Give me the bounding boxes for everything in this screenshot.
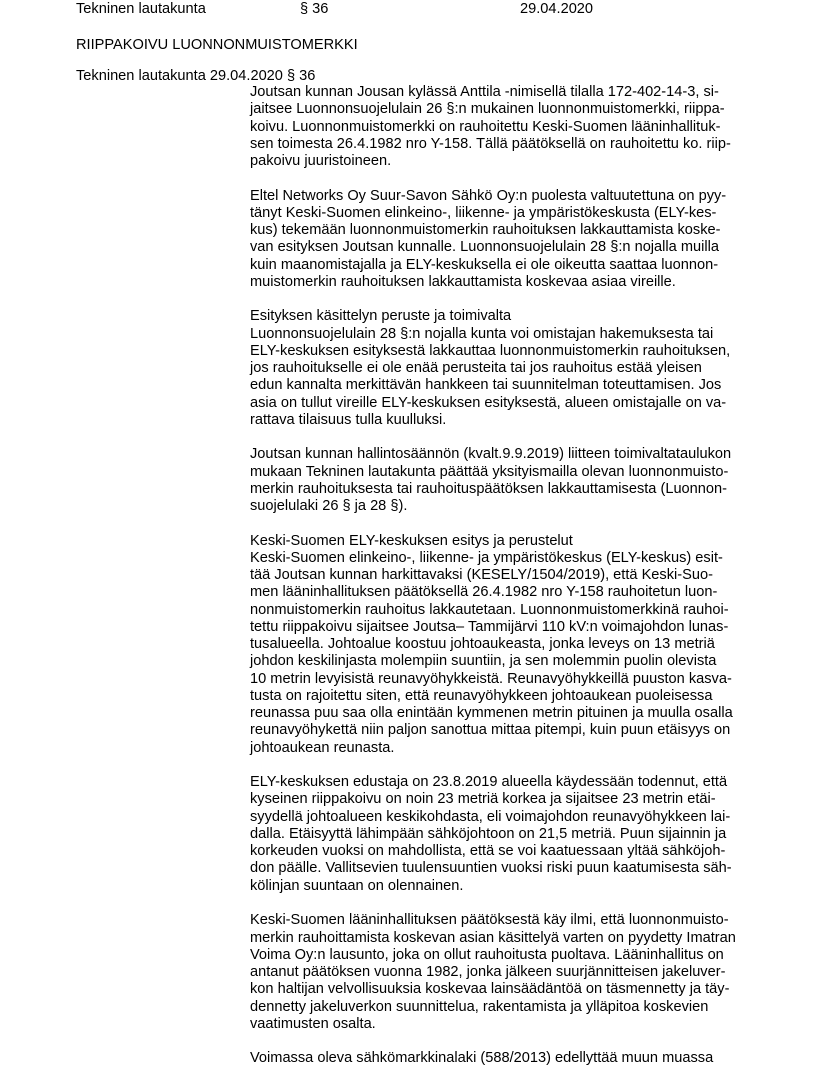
text-line: Luonnonsuojelulain 28 §:n nojalla kunta voi omistajan hakemuksesta tai [250, 325, 714, 342]
text-line: merkin rauhoittamista koskevan asian käsittelyä varten on pyydetty Imatran [250, 929, 736, 946]
text-line: edun kannalta merkittävän hankkeen tai suunnitelman toteuttamisen. Jos [250, 377, 722, 394]
text-line: vaatimusten osalta. [250, 1015, 376, 1032]
text-line: dalla. Etäisyyttä lähimpään sähköjohtoon on 21,5 metriä. Puun sijainnin ja [250, 825, 727, 842]
committee-name: Tekninen lautakunta [76, 1, 206, 17]
paragraph [250, 1050, 750, 1067]
paragraph [250, 446, 750, 515]
text-line: kon haltijan velvollisuuksia koskevaa lainsäädäntöä on täsmennetty ja täy- [250, 981, 730, 998]
text-line: pakoivu juuristoineen. [250, 153, 392, 169]
text-line: ELY-keskuksen esityksestä lakkauttaa luonnonmuistomerkin rauhoituksen, [250, 342, 731, 359]
text-line: asia on tullut vireille ELY-keskuksen esityksestä, alueen omistajalle on va- [250, 394, 727, 411]
text-line: reunassa puu saa olla enintään kymmenen metrin pituinen ja muulla osalla [250, 705, 733, 722]
text-line: ELY-keskuksen edustaja on 23.8.2019 alueella käydessään todennut, että [250, 774, 728, 791]
text-line: tää Joutsan kunnan harkittavaksi (KESELY/1504/2019), että Keski-Suo- [250, 567, 713, 584]
meeting-line: Tekninen lautakunta 29.04.2020 § 36 [76, 68, 316, 84]
document-body [250, 84, 750, 1085]
document-title: RIIPPAKOIVU LUONNONMUISTOMERKKI [76, 37, 358, 53]
text-line: kyseinen riippakoivu on noin 23 metriä korkea ja sijaitsee 23 metrin etäi- [250, 791, 716, 808]
text-line: muistomerkin rauhoituksen lakkauttamista koskevaa asiaa vireille. [250, 273, 676, 290]
paragraph [250, 533, 750, 757]
text-line: Keski-Suomen ELY-keskuksen esitys ja perustelut [250, 532, 573, 549]
text-line: reunavyöhykettä niin paljon sanottua mittaa pitempi, kuin puun etäisyys on [250, 722, 731, 739]
text-line: men lääninhallituksen päätöksellä 26.4.1982 nro Y-158 rauhoitetun luon- [250, 584, 718, 601]
text-line: van esityksen Joutsan kunnalle. Luonnonsuojelulain 28 §:n nojalla muilla [250, 239, 719, 256]
text-line: don päälle. Vallitsevien tuulensuuntien vuoksi riski puun kaatumisesta säh- [250, 860, 732, 877]
text-line: merkin rauhoituksesta tai rauhoituspäätöksen lakkauttamisesta (Luonnon- [250, 480, 727, 497]
text-line: tänyt Keski-Suomen elinkeino-, liikenne- ja ympäristökeskusta (ELY-kes- [250, 204, 717, 221]
text-line: Voima Oy:n lausunto, joka on ollut rauhoitusta puoltava. Lääninhallitus on [250, 946, 724, 963]
meeting-date: 29.04.2020 [520, 1, 594, 17]
text-line: koivu. Luonnonmuistomerkki on rauhoitettu Keski-Suomen lääninhallituk- [250, 118, 721, 135]
text-line: Eltel Networks Oy Suur-Savon Sähkö Oy:n puolesta valtuutettuna on pyy- [250, 187, 727, 204]
text-line: Keski-Suomen lääninhallituksen päätöksestä käy ilmi, että luonnonmuisto- [250, 912, 729, 929]
text-line: antanut päätöksen vuonna 1982, jonka jälkeen suurjännitteisen jakeluver- [250, 964, 726, 981]
paragraph [250, 308, 750, 429]
text-line: 10 metrin levyisistä reunavyöhykkeistä. Reunavyöhykkeillä puuston kasva- [250, 670, 732, 687]
text-line: johdon keskilinjasta molempiin suuntiin, ja sen molemmin puolin olevista [250, 653, 717, 670]
text-line: dennetty jakeluverkon suunnittelua, rakentamista ja ylläpitoa koskevien [250, 998, 709, 1015]
paragraph [250, 912, 750, 1033]
text-line: sen toimesta 26.4.1982 nro Y-158. Tällä päätöksellä on rauhoitettu ko. riip- [250, 135, 731, 152]
text-line: tettu riippakoivu sijaitsee Joutsa– Tammijärvi 110 kV:n voimajohdon lunas- [250, 618, 729, 635]
page-header [76, 0, 776, 20]
text-line: tusta on rajoitettu siten, että reunavyöhykkeen johtoaukean puoleisessa [250, 687, 713, 704]
paragraph [250, 774, 750, 895]
text-line: kölinjan suuntaan on olennainen. [250, 877, 464, 894]
text-line: johtoaukean reunasta. [250, 739, 395, 756]
paragraph [250, 188, 750, 292]
text-line: nonmuistomerkin rauhoitus lakkautetaan. Luonnonmuistomerkkinä rauhoi- [250, 601, 729, 618]
text-line: jos rauhoitukselle ei ole enää perusteita tai jos rauhoitus estää yleisen [250, 360, 702, 377]
section-number: § 36 [300, 1, 329, 17]
text-line: syydellä johtoalueen keskikohdasta, eli voimajohdon reunavyöhykkeen lai- [250, 808, 731, 825]
text-line: rattava tilaisuus tulla kuulluksi. [250, 411, 447, 428]
text-line: jaitsee Luonnonsuojelulain 26 §:n mukainen luonnonmuistomerkki, riippa- [250, 101, 725, 118]
text-line: Joutsan kunnan hallintosäännön (kvalt.9.9.2019) liitteen toimivaltataulukon [250, 446, 732, 463]
text-line: Esityksen käsittelyn peruste ja toimivalta [250, 308, 512, 325]
text-line: Keski-Suomen elinkeino-, liikenne- ja ympäristökeskus (ELY-keskus) esit- [250, 549, 723, 566]
text-line: mukaan Tekninen lautakunta päättää yksityismailla olevan luonnonmuisto- [250, 463, 729, 480]
text-line: korkeuden vuoksi on mahdollista, että se voi kaatuessaan yltää sähköjoh- [250, 843, 726, 860]
text-line: suojelulaki 26 § ja 28 §). [250, 498, 408, 515]
text-line: Voimassa oleva sähkömarkkinalaki (588/2013) edellyttää muun muassa [250, 1050, 714, 1067]
text-line: kuin maanomistajalla ja ELY-keskuksella ei ole oikeutta saattaa luonnon- [250, 256, 719, 273]
text-line: tusalueella. Johtoalue koostuu johtoaukeasta, jonka leveys on 13 metriä [250, 636, 715, 653]
text-line: kus) tekemään luonnonmuistomerkin rauhoituksen lakkauttamista koske- [250, 222, 721, 239]
text-line: Joutsan kunnan Jousan kylässä Anttila -nimisellä tilalla 172-402-14-3, si- [250, 84, 719, 100]
paragraph [250, 84, 750, 170]
